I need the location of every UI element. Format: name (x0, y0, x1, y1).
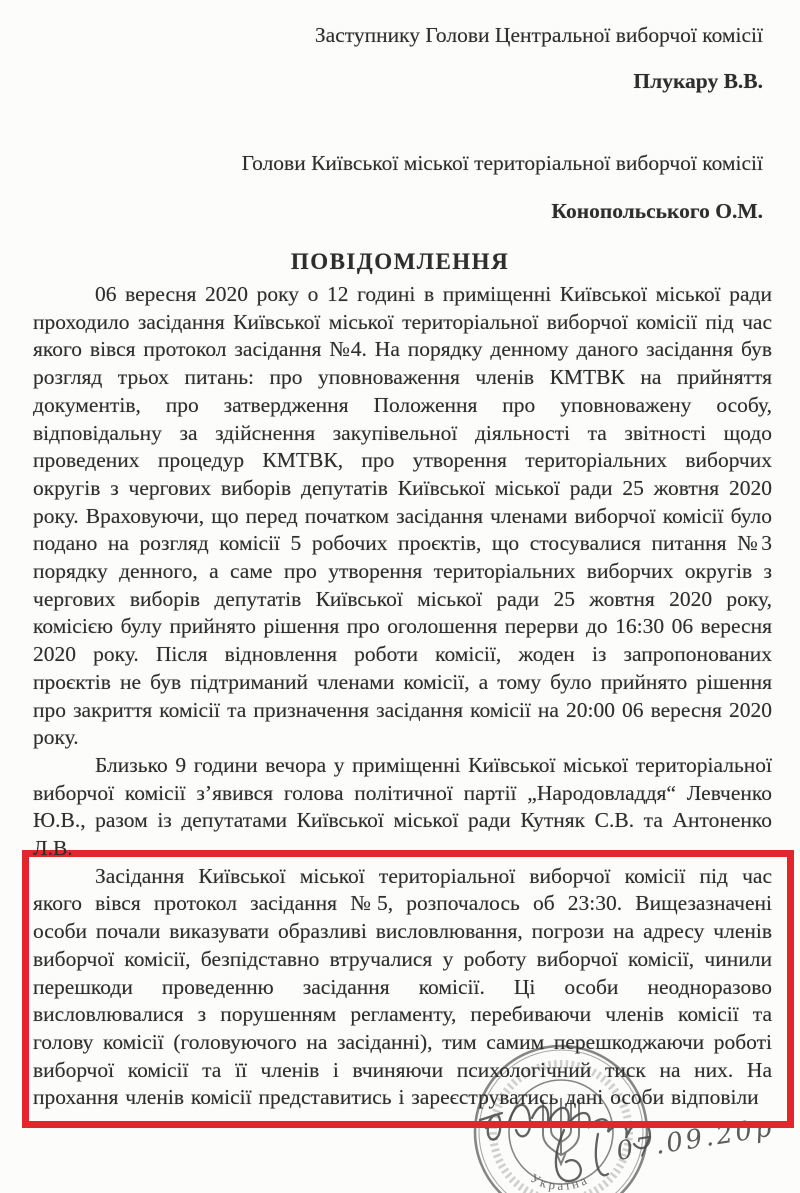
paragraph-2: Близько 9 години вечора у приміщенні Київської міської територіальної виборчої комісії з’явився голова політичної партії „Народовладдя“ Левченко Ю.В., разом із депутатами Київської міської ради Кутняк С.В. та Антоненко Л.В. (33, 752, 772, 861)
document-body (33, 281, 772, 1128)
red-highlight-box (22, 850, 794, 1128)
recipient-2-title: Голови Київської міської територіальної виборчої комісії (241, 151, 763, 175)
paragraph-1: 06 вересня 2020 року о 12 годині в приміщенні Київської міської ради проходило засідання Київської міської територіальної виборчої комісії під час якого вівся протокол засідання №4. На порядку денному даного засідання був розгляд трьох питань: про уповноваження членів КМТВК на прийняття документів, про затвердження Положення про уповноважену особу, відповідальну за здійснення закупівельної діяльності та звітності щодо проведених процедур КМТВК, про утворення територіальних виборчих округів з чергових виборів депутатів Київської міської ради 25 жовтня 2020 року. Враховуючи, що перед початком засідання членами виборчої комісії було подано на розгляд комісії 5 робочих проєктів, що стосувалися питання №3 порядку денного, а саме про утворення територіальних виборчих округів з чергових виборів депутатів Київської міської ради 25 жовтня 2020 року, комісією булу прийнято рішення про оголошення перерви до 16:30 06 вересня 2020 року. Після відновлення роботи комісії, жоден із запропонованих проєктів не був підтриманий членами комісії, а тому було прийнято рішення про закриття комісії та призначення засідання комісії на 20:00 06 вересня 2020 року. (33, 282, 772, 750)
recipient-block (163, 20, 763, 226)
document-title: ПОВІДОМЛЕННЯ (290, 249, 510, 274)
handwritten-date: 07.09.20р (614, 1112, 777, 1167)
stamp-country-label: Україна (527, 1170, 592, 1193)
recipient-1-name: Плукару В.В. (633, 69, 763, 93)
recipient-2-name: Конопольського О.М. (551, 199, 763, 223)
recipient-1-title: Заступнику Голови Центральної виборчої комісії (314, 23, 763, 47)
highlighted-paragraph: Засідання Київської міської територіальної виборчої комісії під час якого вівся протокол засідання №5, розпочалось об 23:30. Вищезазначені особи почали виказувати образливі висловлювання, погрози на адресу членів виборчої комісії, безпідставно втручалися у роботу виборчої комісії, чинили перешкоди проведенню засідання комісії. Ці особи неодноразово висловлювалися з порушенням регламенту, перебиваючи членів комісії та голову комісії (головуючого на засіданні), тим самим перешкоджаючи роботі виборчої комісії та її членів і вчиняючи психологічний тиск на них. На прохання членів комісії представитись і зареєструватись дані особи відповіли (33, 863, 772, 1110)
